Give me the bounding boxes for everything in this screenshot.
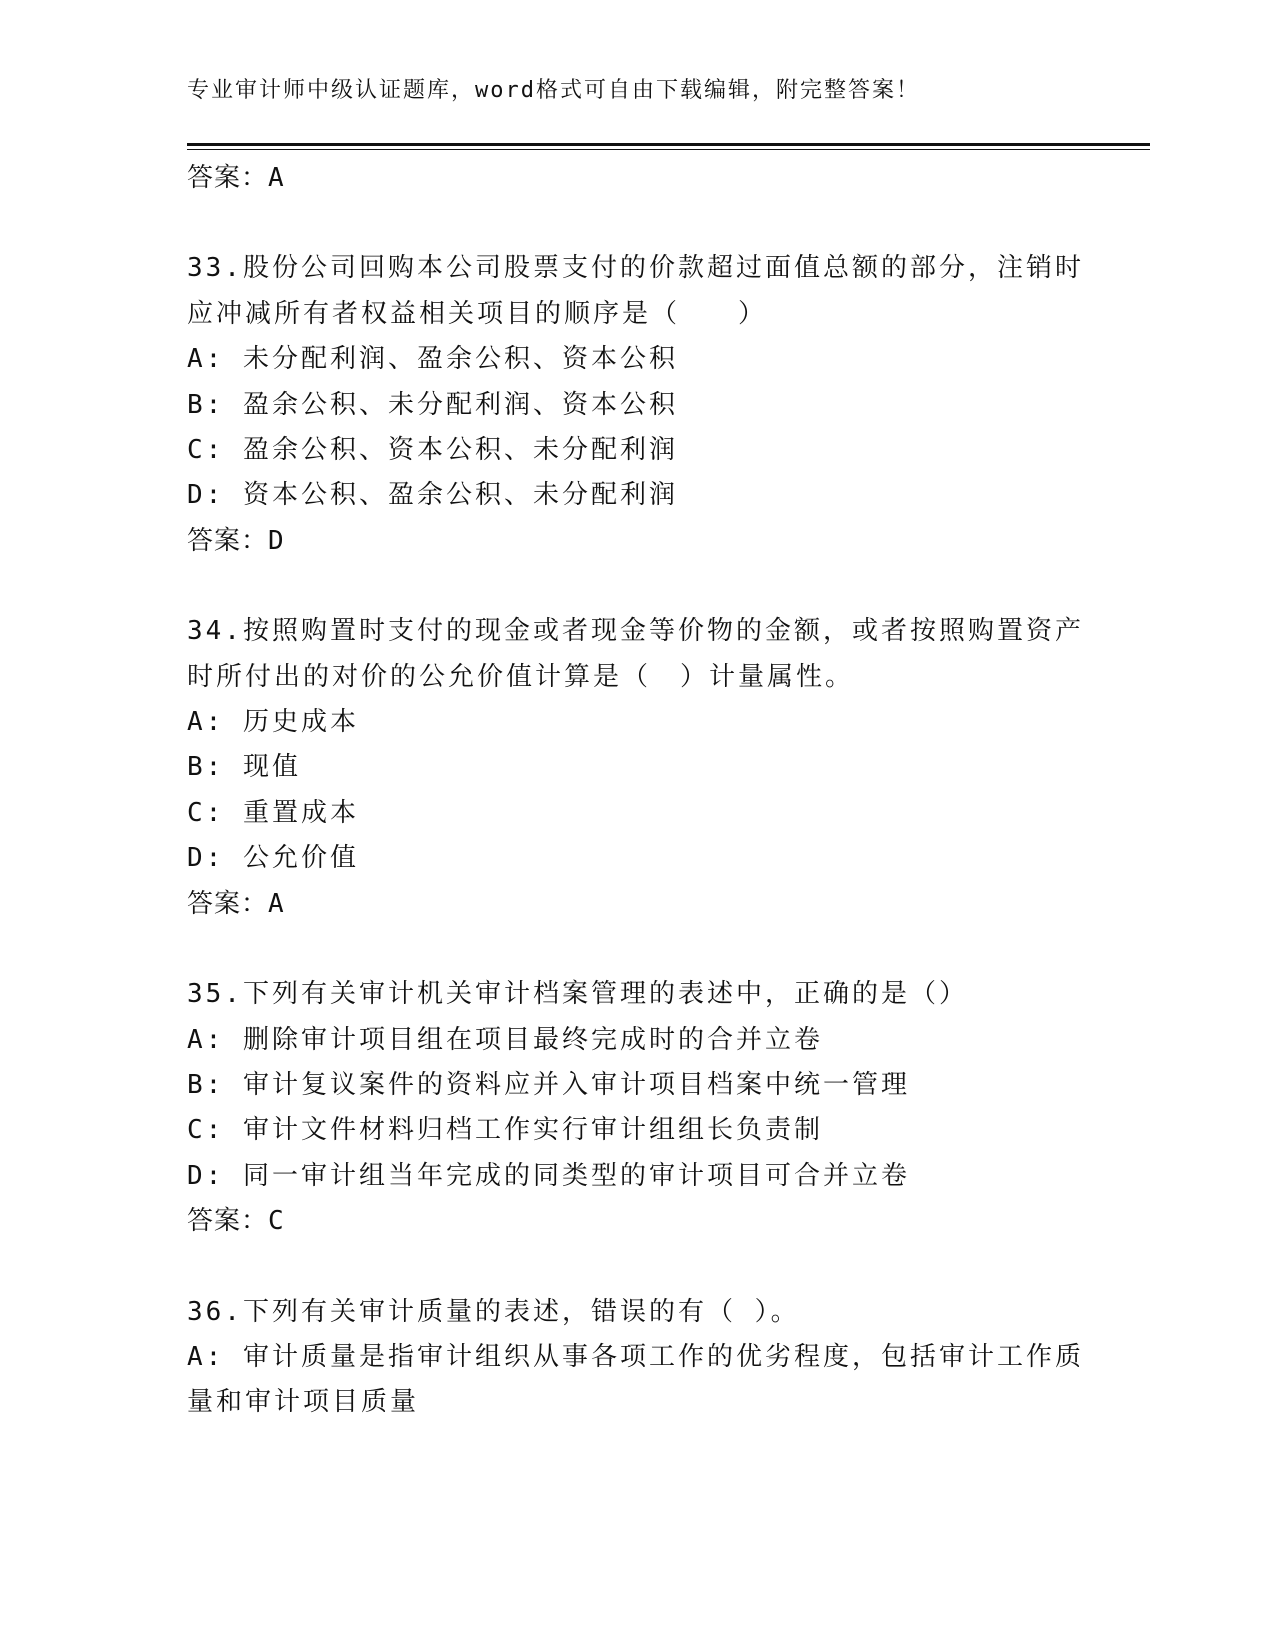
spacer <box>187 564 1087 609</box>
option-c: C: 审计文件材料归档工作实行审计组组长负责制 <box>187 1115 823 1146</box>
answer-value: C <box>268 1206 285 1237</box>
answer-line <box>187 156 1087 201</box>
answer-label: 答案： <box>187 1206 269 1237</box>
answer-label: 答案： <box>187 163 269 193</box>
question-stem-line: 33.股份公司回购本公司股票支付的价款超过面值总额的部分，注销时 <box>187 253 1084 284</box>
answer-line <box>187 519 1087 564</box>
header-rule-thin <box>187 149 1150 150</box>
question-stem-line: 35.下列有关审计机关审计档案管理的表述中，正确的是（） <box>187 979 968 1010</box>
option-a: A: 删除审计项目组在项目最终完成时的合并立卷 <box>187 1024 823 1055</box>
option-b: B: 盈余公积、未分配利润、资本公积 <box>187 389 678 420</box>
option-c: C: 盈余公积、资本公积、未分配利润 <box>187 435 678 466</box>
option-b: B: 现值 <box>187 752 301 783</box>
answer-label: 答案： <box>187 525 269 556</box>
question-block <box>187 246 1087 564</box>
answer-value: A <box>268 163 285 193</box>
answer-line <box>187 1199 1087 1244</box>
option-a: A: 未分配利润、盈余公积、资本公积 <box>187 344 678 375</box>
option-a: A: 审计质量是指审计组织从事各项工作的优劣程度，包括审计工作质 <box>187 1341 1084 1372</box>
question-stem-line: 时所付出的对价的公允价值计算是（ ）计量属性。 <box>187 661 855 692</box>
answer-line <box>187 882 1087 927</box>
answer-value: A <box>268 888 285 919</box>
option-d: D: 资本公积、盈余公积、未分配利润 <box>187 480 678 511</box>
question-block <box>187 1290 1087 1426</box>
header-rule-thick <box>187 143 1150 146</box>
question-block <box>187 972 1087 1244</box>
option-d: D: 公允价值 <box>187 843 359 874</box>
option-c: C: 重置成本 <box>187 797 359 828</box>
spacer <box>187 201 1087 246</box>
question-stem-line: 应冲减所有者权益相关项目的顺序是（ ） <box>187 298 768 329</box>
option-b: B: 审计复议案件的资料应并入审计项目档案中统一管理 <box>187 1069 910 1100</box>
option-a-continued: 量和审计项目质量 <box>187 1387 420 1418</box>
option-a: A: 历史成本 <box>187 707 359 738</box>
page-header: 专业审计师中级认证题库，word格式可自由下载编辑，附完整答案！ <box>187 78 920 103</box>
spacer <box>187 927 1087 972</box>
spacer <box>187 1245 1087 1290</box>
answer-label: 答案： <box>187 888 269 919</box>
question-stem-line: 34.按照购置时支付的现金或者现金等价物的金额，或者按照购置资产 <box>187 616 1084 647</box>
question-block <box>187 609 1087 927</box>
question-stem-line: 36.下列有关审计质量的表述，错误的有（ ）。 <box>187 1296 800 1327</box>
option-d: D: 同一审计组当年完成的同类型的审计项目可合并立卷 <box>187 1160 910 1191</box>
answer-value: D <box>268 525 285 556</box>
question-list <box>187 156 1087 1426</box>
